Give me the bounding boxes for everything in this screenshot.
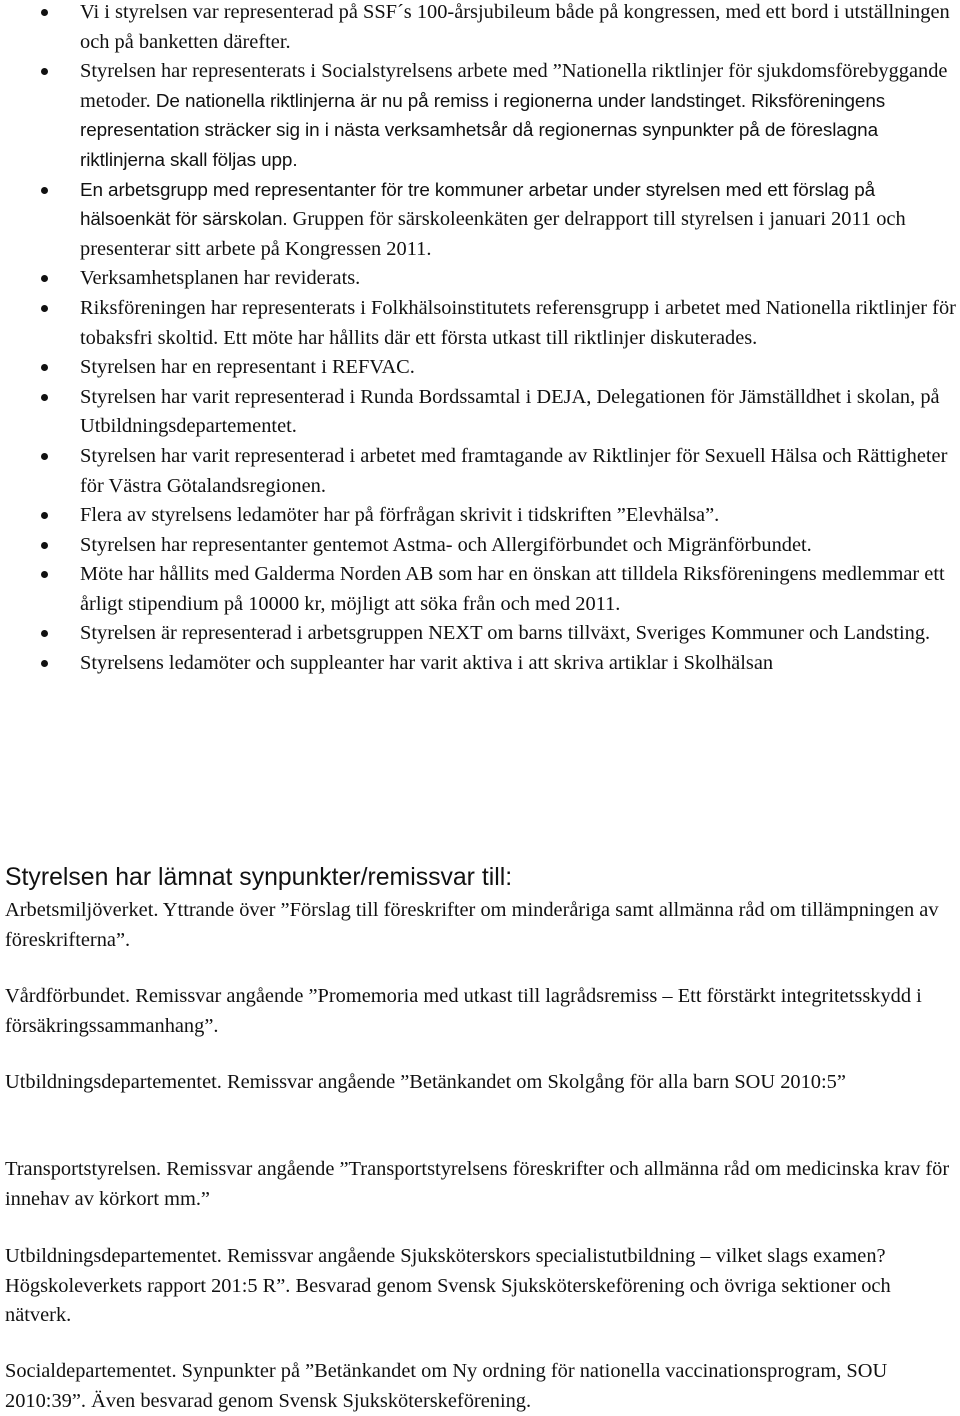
activity-bullet-list [0,0,960,679]
bullet-text: Styrelsen är representerad i arbetsgruppen NEXT om barns tillväxt, Sveriges Kommuner och Landsting. [80,622,931,645]
bullet-item [0,353,960,383]
bullet-dot-icon [41,512,48,519]
bullet-text: Styrelsen har representerats i Socialstyrelsens arbete med ”Nationella riktlinjer för sjukdomsförebyggande metoder. [80,60,948,112]
bullet-dot-icon [41,9,48,16]
bullet-dot-icon [41,305,48,312]
bullet-item [0,57,960,175]
bullet-item [0,264,960,294]
bullet-text-sans: De nationella riktlinjerna är nu på remiss i regionerna under landstinget. Riksföreningens representation sträcker sig in i nästa verksamhetsår då regionernas synpunkter på de föreslagna riktlinjerna skall följas upp. [80,90,886,171]
bullet-item [0,619,960,649]
bullet-text: Flera av styrelsens ledamöter har på förfrågan skrivit i tidskriften ”Elevhälsa”. [80,504,720,527]
remiss-paragraph: Transportstyrelsen. Remissvar angående ”Transportstyrelsens föreskrifter och allmänna råd om medicinska krav för innehav av körkort mm.” [5,1158,950,1210]
remiss-paragraph: Socialdepartementet. Synpunkter på ”Betänkandet om Ny ordning för nationella vaccinationsprogram, SOU 2010:39”. Även besvarad genom Svensk Sjuksköterskeförening. [5,1360,888,1412]
bullet-dot-icon [41,394,48,401]
bullet-dot-icon [41,364,48,371]
remiss-paragraph: Vårdförbundet. Remissvar angående ”Promemoria med utkast till lagrådsremiss – Ett förstärkt integritetsskydd i försäkringssammanhang”. [5,985,922,1037]
bullet-text: Möte har hållits med Galderma Norden AB som har en önskan att tilldela Riksföreningens medlemmar ett årligt stipendium på 10000 kr, möjligt att söka från och med 2011. [80,563,945,615]
bullet-text: Verksamhetsplanen har reviderats. [80,267,361,290]
bullet-dot-icon [41,187,48,194]
bullet-text: Vi i styrelsen var representerad på SSF´s 100-årsjubileum både på kongressen, med ett bord i utställningen och på banketten därefter. [80,1,950,53]
bullet-dot-icon [41,542,48,549]
bullet-item [0,294,960,353]
bullet-dot-icon [41,275,48,282]
bullet-text: Styrelsen har en representant i REFVAC. [80,356,415,379]
bullet-item [0,560,960,619]
bullet-item [0,531,960,561]
bullet-item [0,442,960,501]
bullet-dot-icon [41,660,48,667]
bullet-item [0,649,960,679]
bullet-item [0,0,960,57]
bullet-item [0,383,960,442]
bullet-dot-icon [41,571,48,578]
bullet-text-sans: En arbetsgrupp med representanter för tre kommuner arbetar under styrelsen med ett förslag på hälsoenkät för särskolan. [80,179,876,231]
remiss-paragraph: Utbildningsdepartementet. Remissvar angående ”Betänkandet om Skolgång för alla barn SOU 2010:5” [5,1071,846,1093]
bullet-text: Styrelsen har varit representerad i Runda Bordssamtal i DEJA, Delegationen för Jämställdhet i skolan, på Utbildningsdepartementet. [80,385,940,438]
remiss-paragraph: Utbildningsdepartementet. Remissvar angående Sjuksköterskors specialistutbildning – vilket slags examen? Högskoleverkets rapport 201:5 R”. Besvarad genom Svensk Sjuksköterskeförening och övriga sektioner och nätverk. [5,1245,891,1327]
bullet-item [0,176,960,265]
bullet-dot-icon [41,453,48,460]
bullet-text: Styrelsen har varit representerad i arbetet med framtagande av Riktlinjer för Sexuell Hälsa och Rättigheter för Västra Götalandsregionen. [80,444,948,497]
bullet-dot-icon [41,68,48,75]
bullet-item [0,501,960,531]
bullet-text: Riksföreningen har representerats i Folkhälsoinstitutets referensgrupp i arbetet med Nationella riktlinjer för tobaksfri skoltid. Ett möte har hållits där ett första utkast till riktlinjer diskuterades. [80,296,956,349]
section-heading: Styrelsen har lämnat synpunkter/remissvar till: [5,864,513,891]
bullet-text: Styrelsens ledamöter och suppleanter har varit aktiva i att skriva artiklar i Skolhälsan [80,652,774,675]
bullet-dot-icon [41,630,48,637]
bullet-text: Gruppen för särskoleenkäten ger delrapport till styrelsen i januari 2011 och presenterar sitt arbete på Kongressen 2011. [80,208,906,260]
remiss-paragraph: Arbetsmiljöverket. Yttrande över ”Förslag till föreskrifter om minderåriga samt allmänna råd om tillämpningen av föreskrifterna”. [5,899,939,951]
bullet-text: Styrelsen har representanter gentemot Astma- och Allergiförbundet och Migränförbundet. [80,533,812,556]
